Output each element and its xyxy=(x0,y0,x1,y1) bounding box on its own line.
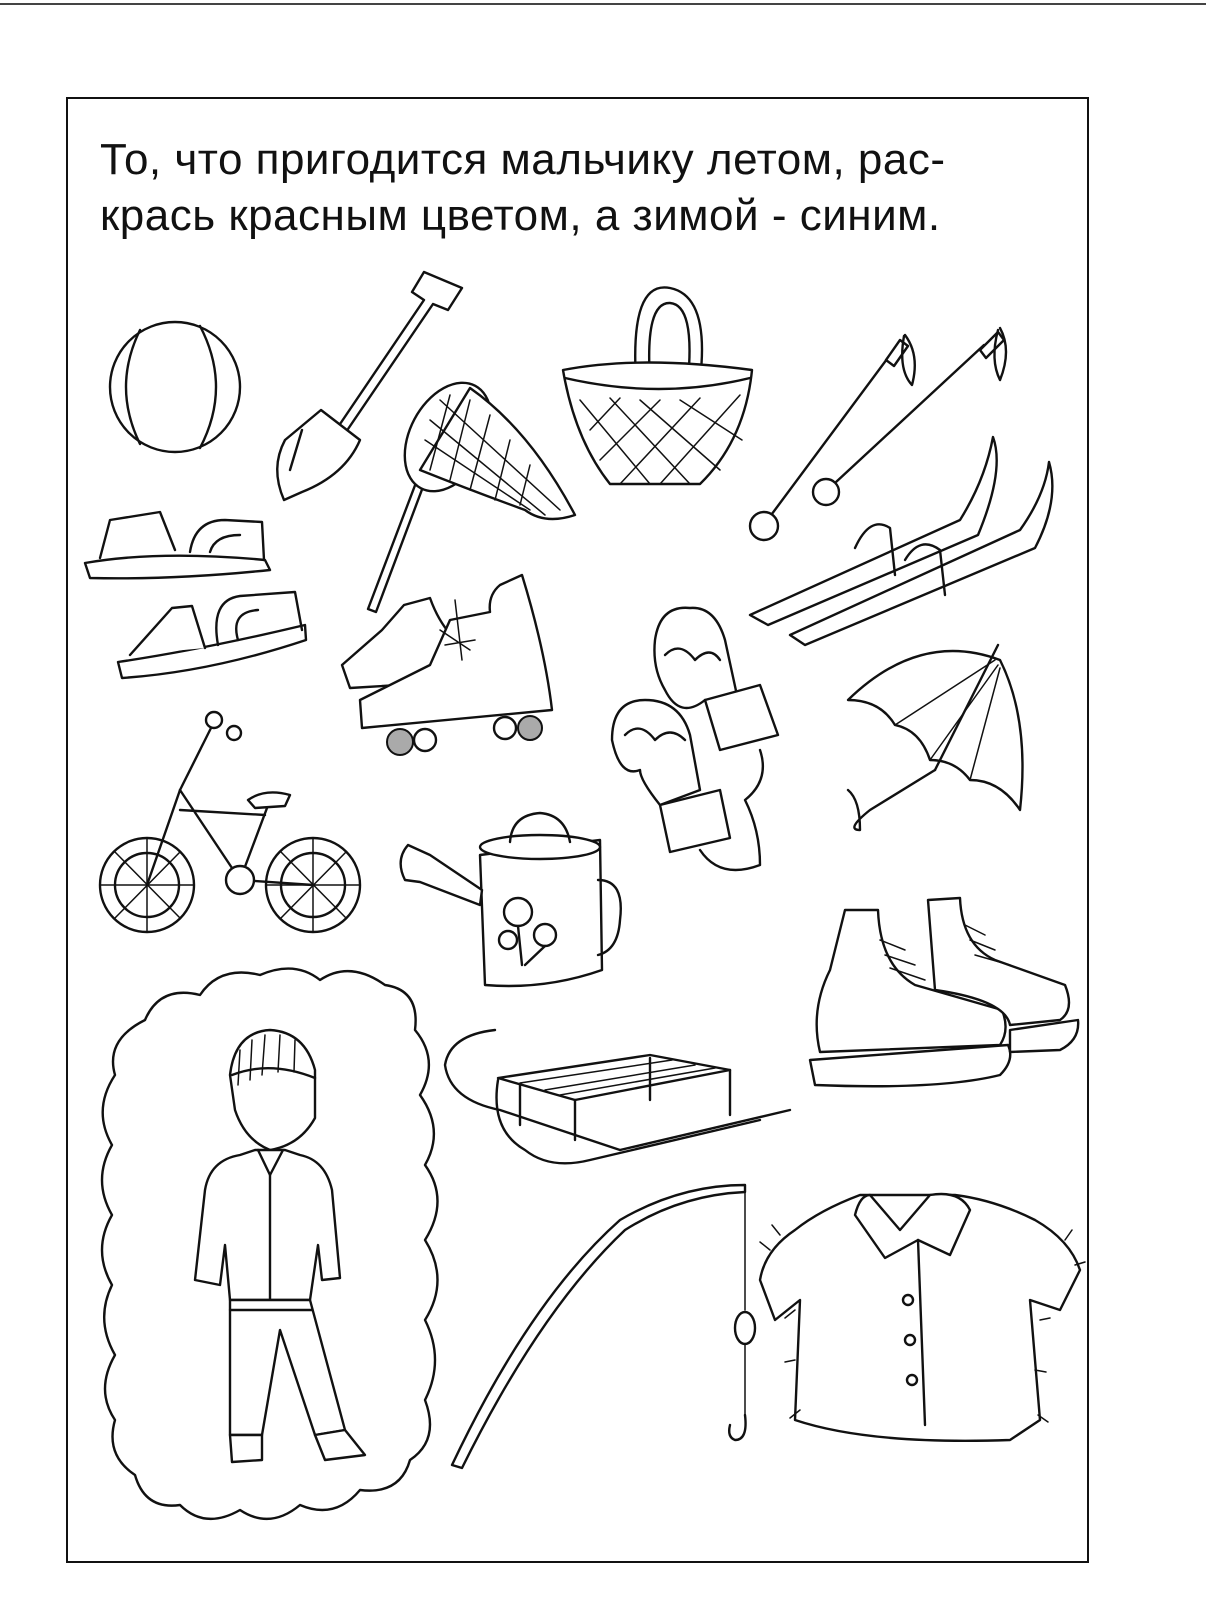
sled-icon xyxy=(445,1030,790,1163)
fur-coat-icon xyxy=(760,1194,1085,1441)
ice-skates-icon xyxy=(810,898,1078,1086)
umbrella-icon xyxy=(848,645,1023,830)
butterfly-net-icon xyxy=(368,368,575,612)
bicycle-icon xyxy=(100,712,360,932)
fishing-rod-icon xyxy=(452,1185,755,1468)
watering-can-icon xyxy=(401,813,621,986)
mittens-icon xyxy=(612,608,778,870)
ball-icon xyxy=(110,322,240,452)
basket-icon xyxy=(563,287,752,484)
sandals-icon xyxy=(85,512,306,678)
instructions-line-2: крась красным цветом, а зимой - синим. xyxy=(100,191,941,240)
instructions-line-1: То, что пригодится мальчику летом, рас- xyxy=(100,135,946,184)
skis-icon xyxy=(750,437,1052,645)
boy-figure xyxy=(102,969,438,1519)
